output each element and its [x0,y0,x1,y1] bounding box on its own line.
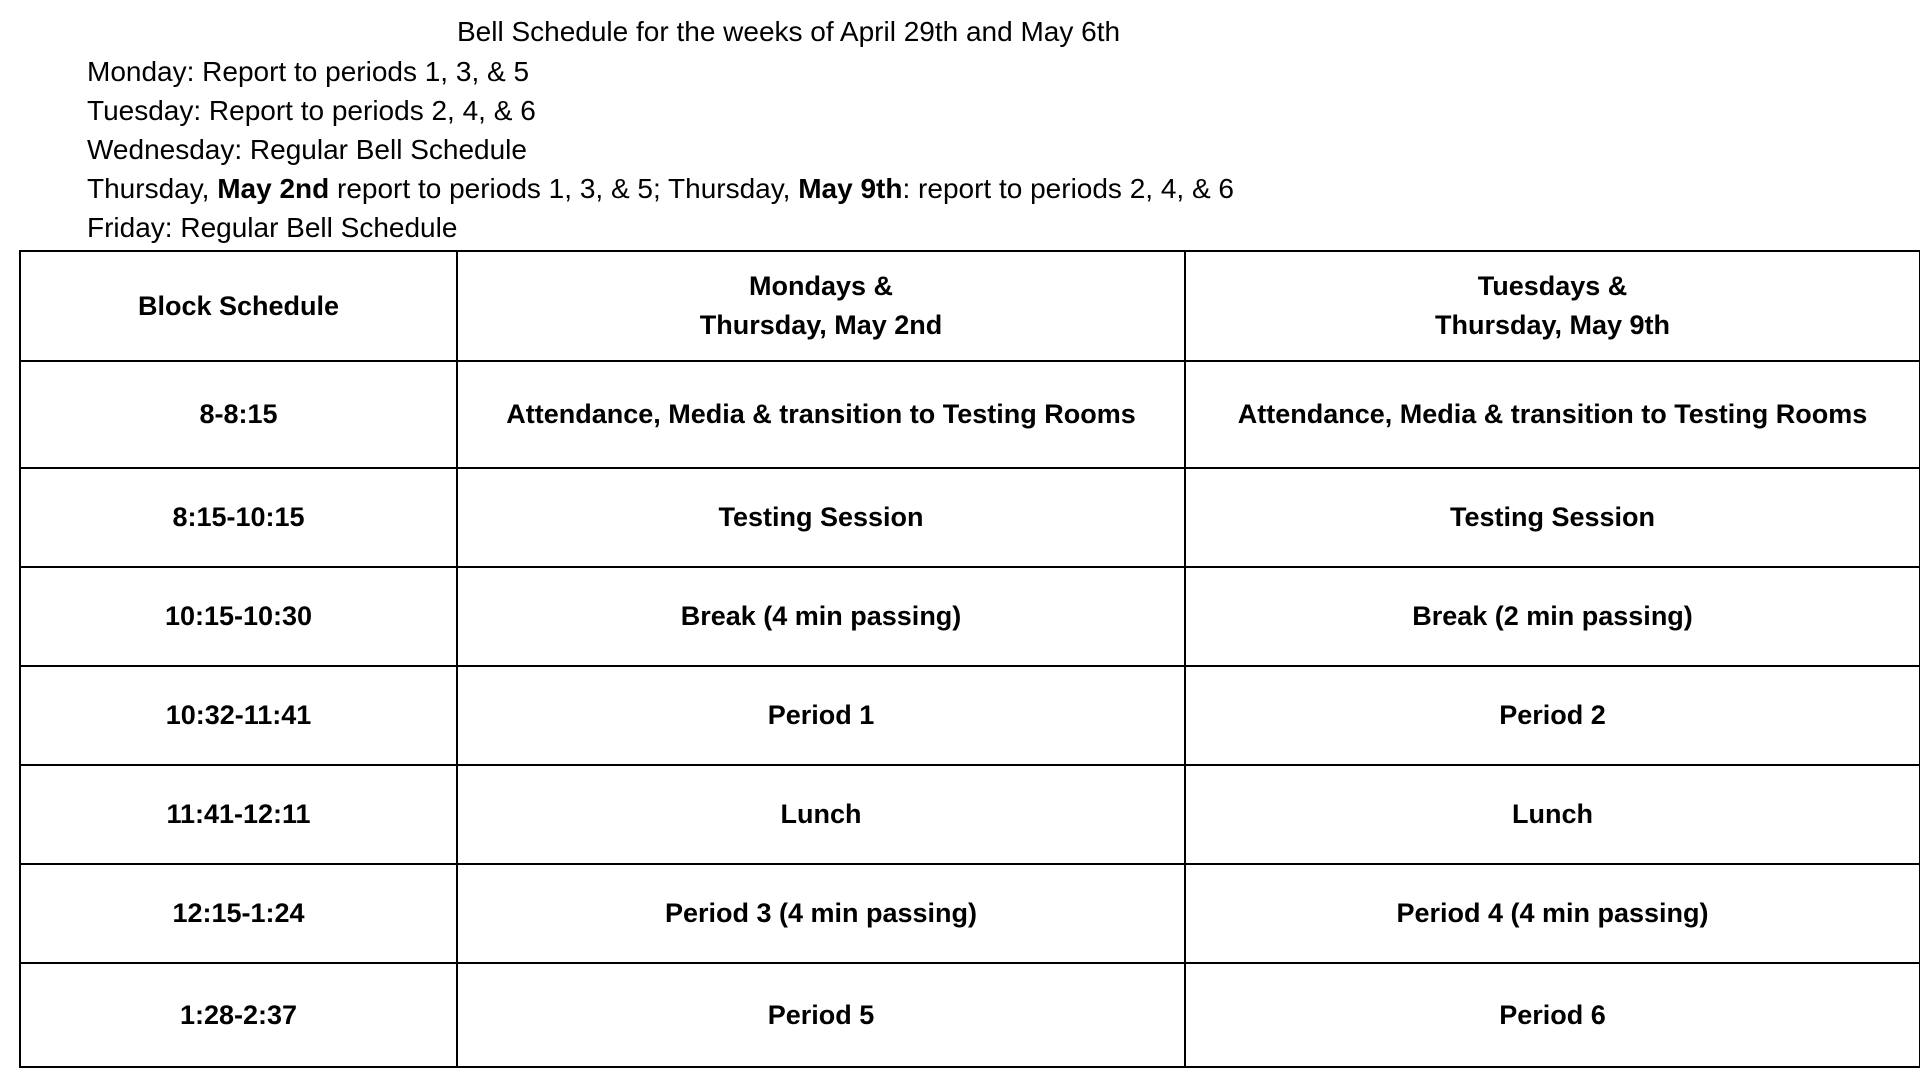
header-tuesdays-line2: Thursday, May 9th [1434,310,1671,340]
intro-friday: Friday: Regular Bell Schedule [87,212,458,243]
cell-tuesday: Break (2 min passing) [1185,567,1920,666]
table-row [20,468,1920,567]
cell-monday: Break (4 min passing) [457,567,1185,666]
cell-monday: Testing Session [457,468,1185,567]
header-tuesdays-line1: Tuesdays & [1477,271,1628,301]
cell-time: 10:32-11:41 [20,666,457,765]
cell-tuesday: Attendance, Media & transition to Testing Rooms [1185,361,1920,468]
table-row [20,361,1920,468]
cell-tuesday: Period 4 (4 min passing) [1185,864,1920,963]
header-block-schedule: Block Schedule [20,251,457,361]
cell-time: 12:15-1:24 [20,864,457,963]
cell-time: 8:15-10:15 [20,468,457,567]
header-tuesdays [1185,251,1920,361]
table-row [20,666,1920,765]
cell-tuesday: Testing Session [1185,468,1920,567]
intro-tuesday: Tuesday: Report to periods 2, 4, & 6 [87,95,536,126]
intro-thursday-date2: May 9th [798,173,903,204]
table-row [20,963,1920,1067]
table-header-row [20,251,1920,361]
cell-time: 8-8:15 [20,361,457,468]
cell-tuesday: Period 6 [1185,963,1920,1067]
table-row [20,864,1920,963]
intro-thursday-part3: : report to periods 2, 4, & 6 [902,173,1234,204]
table-row [20,765,1920,864]
cell-tuesday: Lunch [1185,765,1920,864]
cell-monday: Period 3 (4 min passing) [457,864,1185,963]
cell-time: 11:41-12:11 [20,765,457,864]
table-row [20,567,1920,666]
page-title: Bell Schedule for the weeks of April 29th and May 6th [457,16,1121,47]
cell-tuesday: Period 2 [1185,666,1920,765]
intro-thursday [87,169,1234,208]
cell-monday: Attendance, Media & transition to Testing Rooms [457,361,1185,468]
cell-monday: Lunch [457,765,1185,864]
intro-thursday-part2: report to periods 1, 3, & 5; Thursday, [329,173,799,204]
intro-thursday-part1: Thursday, [87,173,218,204]
cell-monday: Period 5 [457,963,1185,1067]
cell-monday: Period 1 [457,666,1185,765]
intro-wednesday: Wednesday: Regular Bell Schedule [87,134,527,165]
cell-time: 10:15-10:30 [20,567,457,666]
header-mondays-line2: Thursday, May 2nd [699,310,943,340]
intro-block [87,52,1234,247]
header-mondays-line1: Mondays & [748,271,894,301]
intro-monday: Monday: Report to periods 1, 3, & 5 [87,56,530,87]
schedule-table [19,250,1920,1068]
cell-time: 1:28-2:37 [20,963,457,1067]
intro-thursday-date1: May 2nd [217,173,330,204]
header-mondays [457,251,1185,361]
